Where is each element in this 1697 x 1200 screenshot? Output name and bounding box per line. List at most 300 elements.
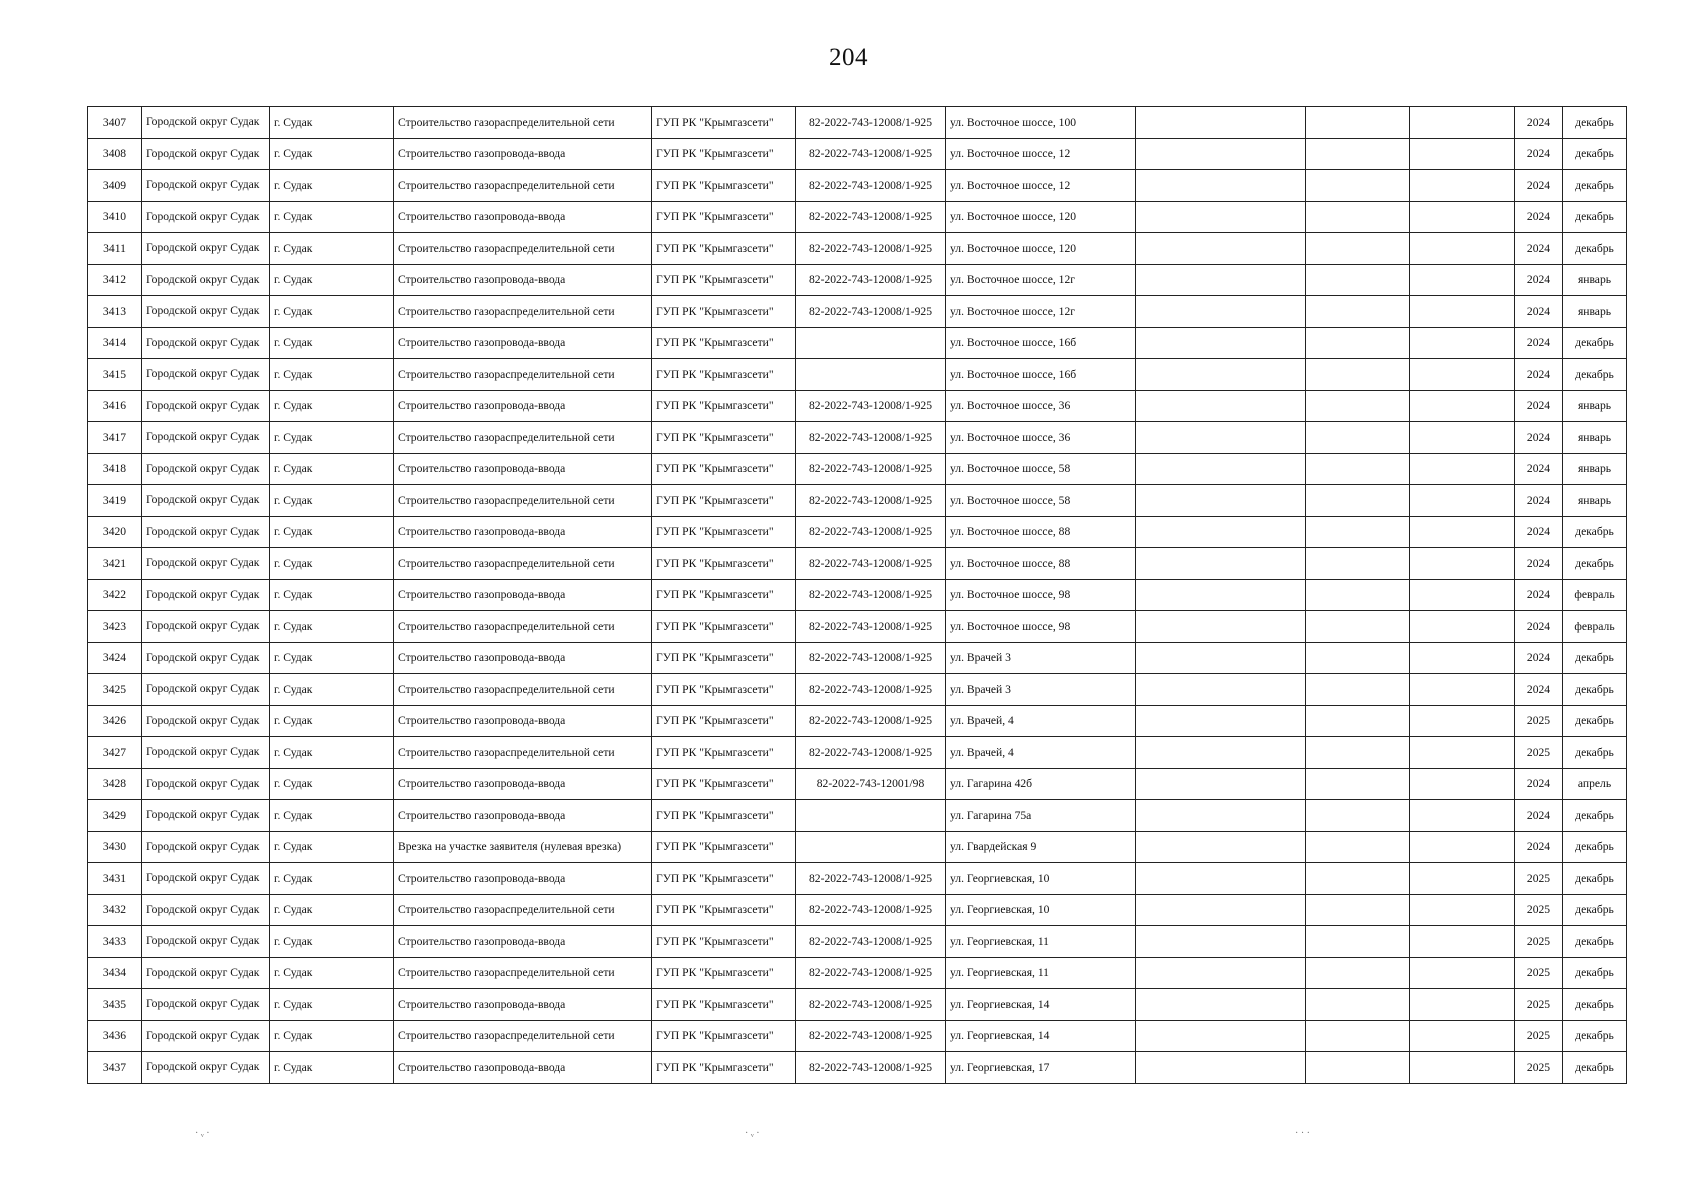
city-cell: г. Судак: [270, 170, 394, 202]
work-type-cell: Строительство газораспределительной сети: [394, 485, 652, 517]
city-cell: г. Судак: [270, 957, 394, 989]
year-cell: 2024: [1515, 674, 1563, 706]
district-cell: Городской округ Судак: [142, 737, 270, 769]
empty-cell: [1410, 548, 1515, 580]
address-cell: ул. Восточное шоссе, 12: [946, 138, 1136, 170]
city-cell: г. Судак: [270, 233, 394, 265]
empty-cell: [1410, 485, 1515, 517]
district-cell: Городской округ Судак: [142, 296, 270, 328]
registry-code-cell: 82-2022-743-12008/1-925: [796, 1052, 946, 1084]
registry-code-cell: 82-2022-743-12008/1-925: [796, 894, 946, 926]
row-number: 3416: [88, 390, 142, 422]
row-number: 3420: [88, 516, 142, 548]
year-cell: 2024: [1515, 611, 1563, 643]
month-cell: декабрь: [1563, 894, 1627, 926]
year-cell: 2025: [1515, 989, 1563, 1021]
city-cell: г. Судак: [270, 107, 394, 139]
empty-cell: [1136, 327, 1306, 359]
year-cell: 2024: [1515, 107, 1563, 139]
empty-cell: [1410, 453, 1515, 485]
month-cell: февраль: [1563, 611, 1627, 643]
address-cell: ул. Восточное шоссе, 12г: [946, 264, 1136, 296]
empty-cell: [1306, 705, 1410, 737]
district-cell: Городской округ Судак: [142, 989, 270, 1021]
year-cell: 2024: [1515, 516, 1563, 548]
table-row: [88, 737, 1627, 769]
table-row: [88, 170, 1627, 202]
month-cell: январь: [1563, 390, 1627, 422]
row-number: 3434: [88, 957, 142, 989]
table-row: [88, 422, 1627, 454]
empty-cell: [1136, 1020, 1306, 1052]
year-cell: 2024: [1515, 170, 1563, 202]
empty-cell: [1410, 768, 1515, 800]
organization-cell: ГУП РК "Крымгазсети": [652, 327, 796, 359]
district-cell: Городской округ Судак: [142, 863, 270, 895]
registry-code-cell: 82-2022-743-12008/1-925: [796, 548, 946, 580]
empty-cell: [1410, 705, 1515, 737]
empty-cell: [1410, 957, 1515, 989]
empty-cell: [1410, 422, 1515, 454]
organization-cell: ГУП РК "Крымгазсети": [652, 1020, 796, 1052]
row-number: 3418: [88, 453, 142, 485]
city-cell: г. Судак: [270, 579, 394, 611]
empty-cell: [1410, 170, 1515, 202]
empty-cell: [1136, 485, 1306, 517]
table-row: [88, 800, 1627, 832]
organization-cell: ГУП РК "Крымгазсети": [652, 926, 796, 958]
row-number: 3437: [88, 1052, 142, 1084]
month-cell: декабрь: [1563, 107, 1627, 139]
empty-cell: [1410, 1052, 1515, 1084]
table-row: [88, 138, 1627, 170]
organization-cell: ГУП РК "Крымгазсети": [652, 264, 796, 296]
address-cell: ул. Восточное шоссе, 88: [946, 548, 1136, 580]
address-cell: ул. Восточное шоссе, 12: [946, 170, 1136, 202]
month-cell: январь: [1563, 422, 1627, 454]
empty-cell: [1136, 800, 1306, 832]
city-cell: г. Судак: [270, 1020, 394, 1052]
district-cell: Городской округ Судак: [142, 485, 270, 517]
row-number: 3432: [88, 894, 142, 926]
empty-cell: [1136, 737, 1306, 769]
city-cell: г. Судак: [270, 201, 394, 233]
table-row: [88, 485, 1627, 517]
month-cell: декабрь: [1563, 863, 1627, 895]
empty-cell: [1410, 831, 1515, 863]
year-cell: 2025: [1515, 926, 1563, 958]
address-cell: ул. Восточное шоссе, 16б: [946, 327, 1136, 359]
work-type-cell: Строительство газораспределительной сети: [394, 1020, 652, 1052]
empty-cell: [1136, 642, 1306, 674]
page-number: 204: [829, 44, 868, 71]
work-type-cell: Строительство газораспределительной сети: [394, 359, 652, 391]
organization-cell: ГУП РК "Крымгазсети": [652, 957, 796, 989]
empty-cell: [1136, 264, 1306, 296]
month-cell: апрель: [1563, 768, 1627, 800]
registry-code-cell: 82-2022-743-12008/1-925: [796, 233, 946, 265]
organization-cell: ГУП РК "Крымгазсети": [652, 831, 796, 863]
empty-cell: [1136, 107, 1306, 139]
month-cell: декабрь: [1563, 138, 1627, 170]
table-row: [88, 611, 1627, 643]
empty-cell: [1410, 1020, 1515, 1052]
district-cell: Городской округ Судак: [142, 611, 270, 643]
empty-cell: [1306, 1020, 1410, 1052]
table-row: [88, 894, 1627, 926]
work-type-cell: Строительство газопровода-ввода: [394, 138, 652, 170]
table-row: [88, 674, 1627, 706]
empty-cell: [1136, 201, 1306, 233]
district-cell: Городской округ Судак: [142, 926, 270, 958]
empty-cell: [1410, 674, 1515, 706]
city-cell: г. Судак: [270, 926, 394, 958]
month-cell: декабрь: [1563, 642, 1627, 674]
empty-cell: [1306, 831, 1410, 863]
empty-cell: [1410, 989, 1515, 1021]
city-cell: г. Судак: [270, 642, 394, 674]
city-cell: г. Судак: [270, 359, 394, 391]
empty-cell: [1306, 296, 1410, 328]
empty-cell: [1410, 800, 1515, 832]
registry-code-cell: 82-2022-743-12008/1-925: [796, 422, 946, 454]
organization-cell: ГУП РК "Крымгазсети": [652, 296, 796, 328]
organization-cell: ГУП РК "Крымгазсети": [652, 642, 796, 674]
registry-code-cell: [796, 831, 946, 863]
registry-code-cell: 82-2022-743-12008/1-925: [796, 926, 946, 958]
work-type-cell: Строительство газопровода-ввода: [394, 201, 652, 233]
row-number: 3417: [88, 422, 142, 454]
year-cell: 2024: [1515, 642, 1563, 674]
city-cell: г. Судак: [270, 894, 394, 926]
work-type-cell: Строительство газопровода-ввода: [394, 579, 652, 611]
empty-cell: [1410, 894, 1515, 926]
year-cell: 2025: [1515, 957, 1563, 989]
registry-table: [87, 106, 1627, 1084]
empty-cell: [1410, 107, 1515, 139]
row-number: 3430: [88, 831, 142, 863]
district-cell: Городской округ Судак: [142, 768, 270, 800]
empty-cell: [1136, 296, 1306, 328]
registry-code-cell: 82-2022-743-12008/1-925: [796, 705, 946, 737]
empty-cell: [1136, 989, 1306, 1021]
empty-cell: [1306, 201, 1410, 233]
empty-cell: [1136, 359, 1306, 391]
address-cell: ул. Георгиевская, 17: [946, 1052, 1136, 1084]
month-cell: декабрь: [1563, 989, 1627, 1021]
empty-cell: [1306, 548, 1410, 580]
city-cell: г. Судак: [270, 863, 394, 895]
month-cell: декабрь: [1563, 359, 1627, 391]
district-cell: Городской округ Судак: [142, 548, 270, 580]
table-row: [88, 768, 1627, 800]
row-number: 3423: [88, 611, 142, 643]
row-number: 3436: [88, 1020, 142, 1052]
empty-cell: [1306, 264, 1410, 296]
empty-cell: [1306, 359, 1410, 391]
year-cell: 2024: [1515, 422, 1563, 454]
work-type-cell: Строительство газопровода-ввода: [394, 1052, 652, 1084]
empty-cell: [1136, 138, 1306, 170]
organization-cell: ГУП РК "Крымгазсети": [652, 233, 796, 265]
empty-cell: [1410, 737, 1515, 769]
empty-cell: [1136, 674, 1306, 706]
empty-cell: [1306, 674, 1410, 706]
organization-cell: ГУП РК "Крымгазсети": [652, 170, 796, 202]
work-type-cell: Строительство газораспределительной сети: [394, 548, 652, 580]
organization-cell: ГУП РК "Крымгазсети": [652, 548, 796, 580]
empty-cell: [1306, 1052, 1410, 1084]
month-cell: декабрь: [1563, 1052, 1627, 1084]
table-row: [88, 989, 1627, 1021]
empty-cell: [1136, 170, 1306, 202]
empty-cell: [1136, 579, 1306, 611]
row-number: 3427: [88, 737, 142, 769]
address-cell: ул. Врачей, 4: [946, 705, 1136, 737]
table-row: [88, 548, 1627, 580]
district-cell: Городской округ Судак: [142, 233, 270, 265]
organization-cell: ГУП РК "Крымгазсети": [652, 390, 796, 422]
address-cell: ул. Восточное шоссе, 58: [946, 485, 1136, 517]
scan-artifact: · ᵥ ·: [745, 1128, 760, 1139]
address-cell: ул. Георгиевская, 11: [946, 957, 1136, 989]
registry-code-cell: 82-2022-743-12008/1-925: [796, 453, 946, 485]
address-cell: ул. Георгиевская, 11: [946, 926, 1136, 958]
district-cell: Городской округ Судак: [142, 453, 270, 485]
organization-cell: ГУП РК "Крымгазсети": [652, 611, 796, 643]
organization-cell: ГУП РК "Крымгазсети": [652, 516, 796, 548]
district-cell: Городской округ Судак: [142, 894, 270, 926]
table-row: [88, 516, 1627, 548]
registry-code-cell: 82-2022-743-12008/1-925: [796, 390, 946, 422]
organization-cell: ГУП РК "Крымгазсети": [652, 359, 796, 391]
city-cell: г. Судак: [270, 422, 394, 454]
empty-cell: [1306, 989, 1410, 1021]
organization-cell: ГУП РК "Крымгазсети": [652, 863, 796, 895]
empty-cell: [1410, 642, 1515, 674]
city-cell: г. Судак: [270, 1052, 394, 1084]
work-type-cell: Строительство газораспределительной сети: [394, 737, 652, 769]
year-cell: 2024: [1515, 264, 1563, 296]
empty-cell: [1306, 863, 1410, 895]
empty-cell: [1136, 926, 1306, 958]
month-cell: декабрь: [1563, 548, 1627, 580]
address-cell: ул. Восточное шоссе, 88: [946, 516, 1136, 548]
city-cell: г. Судак: [270, 831, 394, 863]
table-row: [88, 705, 1627, 737]
address-cell: ул. Врачей 3: [946, 674, 1136, 706]
empty-cell: [1136, 233, 1306, 265]
table-row: [88, 579, 1627, 611]
work-type-cell: Строительство газопровода-ввода: [394, 863, 652, 895]
table-row: [88, 296, 1627, 328]
registry-code-cell: 82-2022-743-12008/1-925: [796, 296, 946, 328]
year-cell: 2024: [1515, 800, 1563, 832]
registry-code-cell: 82-2022-743-12008/1-925: [796, 989, 946, 1021]
month-cell: декабрь: [1563, 170, 1627, 202]
empty-cell: [1410, 579, 1515, 611]
empty-cell: [1136, 516, 1306, 548]
registry-code-cell: 82-2022-743-12008/1-925: [796, 264, 946, 296]
row-number: 3424: [88, 642, 142, 674]
month-cell: декабрь: [1563, 233, 1627, 265]
empty-cell: [1306, 233, 1410, 265]
table-row: [88, 863, 1627, 895]
city-cell: г. Судак: [270, 611, 394, 643]
row-number: 3421: [88, 548, 142, 580]
address-cell: ул. Врачей 3: [946, 642, 1136, 674]
work-type-cell: Строительство газораспределительной сети: [394, 957, 652, 989]
empty-cell: [1136, 863, 1306, 895]
year-cell: 2024: [1515, 768, 1563, 800]
year-cell: 2025: [1515, 1020, 1563, 1052]
organization-cell: ГУП РК "Крымгазсети": [652, 674, 796, 706]
month-cell: декабрь: [1563, 705, 1627, 737]
registry-code-cell: 82-2022-743-12008/1-925: [796, 1020, 946, 1052]
empty-cell: [1306, 170, 1410, 202]
organization-cell: ГУП РК "Крымгазсети": [652, 1052, 796, 1084]
year-cell: 2025: [1515, 863, 1563, 895]
empty-cell: [1306, 390, 1410, 422]
work-type-cell: Строительство газопровода-ввода: [394, 705, 652, 737]
empty-cell: [1306, 422, 1410, 454]
empty-cell: [1306, 926, 1410, 958]
registry-code-cell: 82-2022-743-12008/1-925: [796, 107, 946, 139]
work-type-cell: Строительство газопровода-ввода: [394, 327, 652, 359]
empty-cell: [1306, 138, 1410, 170]
empty-cell: [1306, 327, 1410, 359]
city-cell: г. Судак: [270, 453, 394, 485]
work-type-cell: Строительство газопровода-ввода: [394, 768, 652, 800]
organization-cell: ГУП РК "Крымгазсети": [652, 737, 796, 769]
district-cell: Городской округ Судак: [142, 516, 270, 548]
empty-cell: [1410, 611, 1515, 643]
row-number: 3425: [88, 674, 142, 706]
organization-cell: ГУП РК "Крымгазсети": [652, 989, 796, 1021]
district-cell: Городской округ Судак: [142, 831, 270, 863]
month-cell: декабрь: [1563, 831, 1627, 863]
address-cell: ул. Восточное шоссе, 12г: [946, 296, 1136, 328]
work-type-cell: Строительство газопровода-ввода: [394, 800, 652, 832]
district-cell: Городской округ Судак: [142, 957, 270, 989]
month-cell: декабрь: [1563, 674, 1627, 706]
registry-code-cell: 82-2022-743-12008/1-925: [796, 674, 946, 706]
month-cell: январь: [1563, 264, 1627, 296]
empty-cell: [1306, 516, 1410, 548]
month-cell: декабрь: [1563, 516, 1627, 548]
empty-cell: [1410, 327, 1515, 359]
empty-cell: [1306, 737, 1410, 769]
month-cell: январь: [1563, 485, 1627, 517]
city-cell: г. Судак: [270, 296, 394, 328]
row-number: 3422: [88, 579, 142, 611]
year-cell: 2024: [1515, 296, 1563, 328]
empty-cell: [1306, 579, 1410, 611]
address-cell: ул. Восточное шоссе, 98: [946, 611, 1136, 643]
empty-cell: [1306, 957, 1410, 989]
row-number: 3412: [88, 264, 142, 296]
empty-cell: [1410, 516, 1515, 548]
organization-cell: ГУП РК "Крымгазсети": [652, 579, 796, 611]
district-cell: Городской округ Судак: [142, 201, 270, 233]
work-type-cell: Строительство газопровода-ввода: [394, 390, 652, 422]
table-row: [88, 1052, 1627, 1084]
empty-cell: [1306, 768, 1410, 800]
row-number: 3414: [88, 327, 142, 359]
empty-cell: [1136, 894, 1306, 926]
registry-code-cell: [796, 359, 946, 391]
organization-cell: ГУП РК "Крымгазсети": [652, 800, 796, 832]
year-cell: 2024: [1515, 359, 1563, 391]
work-type-cell: Строительство газораспределительной сети: [394, 611, 652, 643]
empty-cell: [1410, 359, 1515, 391]
month-cell: январь: [1563, 453, 1627, 485]
address-cell: ул. Восточное шоссе, 120: [946, 201, 1136, 233]
address-cell: ул. Восточное шоссе, 16б: [946, 359, 1136, 391]
address-cell: ул. Гагарина 42б: [946, 768, 1136, 800]
work-type-cell: Строительство газораспределительной сети: [394, 674, 652, 706]
work-type-cell: Строительство газораспределительной сети: [394, 107, 652, 139]
district-cell: Городской округ Судак: [142, 1052, 270, 1084]
empty-cell: [1136, 548, 1306, 580]
table-row: [88, 642, 1627, 674]
district-cell: Городской округ Судак: [142, 107, 270, 139]
table-body: [88, 107, 1627, 1084]
empty-cell: [1306, 107, 1410, 139]
empty-cell: [1136, 957, 1306, 989]
registry-code-cell: 82-2022-743-12008/1-925: [796, 737, 946, 769]
organization-cell: ГУП РК "Крымгазсети": [652, 705, 796, 737]
address-cell: ул. Восточное шоссе, 36: [946, 390, 1136, 422]
city-cell: г. Судак: [270, 705, 394, 737]
table-row: [88, 453, 1627, 485]
year-cell: 2024: [1515, 327, 1563, 359]
registry-code-cell: 82-2022-743-12008/1-925: [796, 485, 946, 517]
empty-cell: [1410, 296, 1515, 328]
empty-cell: [1136, 1052, 1306, 1084]
city-cell: г. Судак: [270, 737, 394, 769]
month-cell: декабрь: [1563, 737, 1627, 769]
empty-cell: [1136, 831, 1306, 863]
empty-cell: [1306, 800, 1410, 832]
scan-artifact: · · ·: [1295, 1128, 1310, 1139]
city-cell: г. Судак: [270, 800, 394, 832]
address-cell: ул. Георгиевская, 14: [946, 989, 1136, 1021]
work-type-cell: Строительство газораспределительной сети: [394, 233, 652, 265]
organization-cell: ГУП РК "Крымгазсети": [652, 894, 796, 926]
row-number: 3426: [88, 705, 142, 737]
district-cell: Городской округ Судак: [142, 642, 270, 674]
work-type-cell: Строительство газораспределительной сети: [394, 296, 652, 328]
table-row: [88, 926, 1627, 958]
year-cell: 2024: [1515, 831, 1563, 863]
district-cell: Городской округ Судак: [142, 359, 270, 391]
address-cell: ул. Восточное шоссе, 36: [946, 422, 1136, 454]
row-number: 3413: [88, 296, 142, 328]
work-type-cell: Строительство газопровода-ввода: [394, 453, 652, 485]
organization-cell: ГУП РК "Крымгазсети": [652, 422, 796, 454]
table-row: [88, 107, 1627, 139]
year-cell: 2024: [1515, 548, 1563, 580]
work-type-cell: Строительство газораспределительной сети: [394, 894, 652, 926]
work-type-cell: Строительство газопровода-ввода: [394, 264, 652, 296]
year-cell: 2025: [1515, 705, 1563, 737]
city-cell: г. Судак: [270, 327, 394, 359]
empty-cell: [1136, 453, 1306, 485]
table-row: [88, 359, 1627, 391]
registry-code-cell: 82-2022-743-12008/1-925: [796, 170, 946, 202]
work-type-cell: Врезка на участке заявителя (нулевая врезка): [394, 831, 652, 863]
